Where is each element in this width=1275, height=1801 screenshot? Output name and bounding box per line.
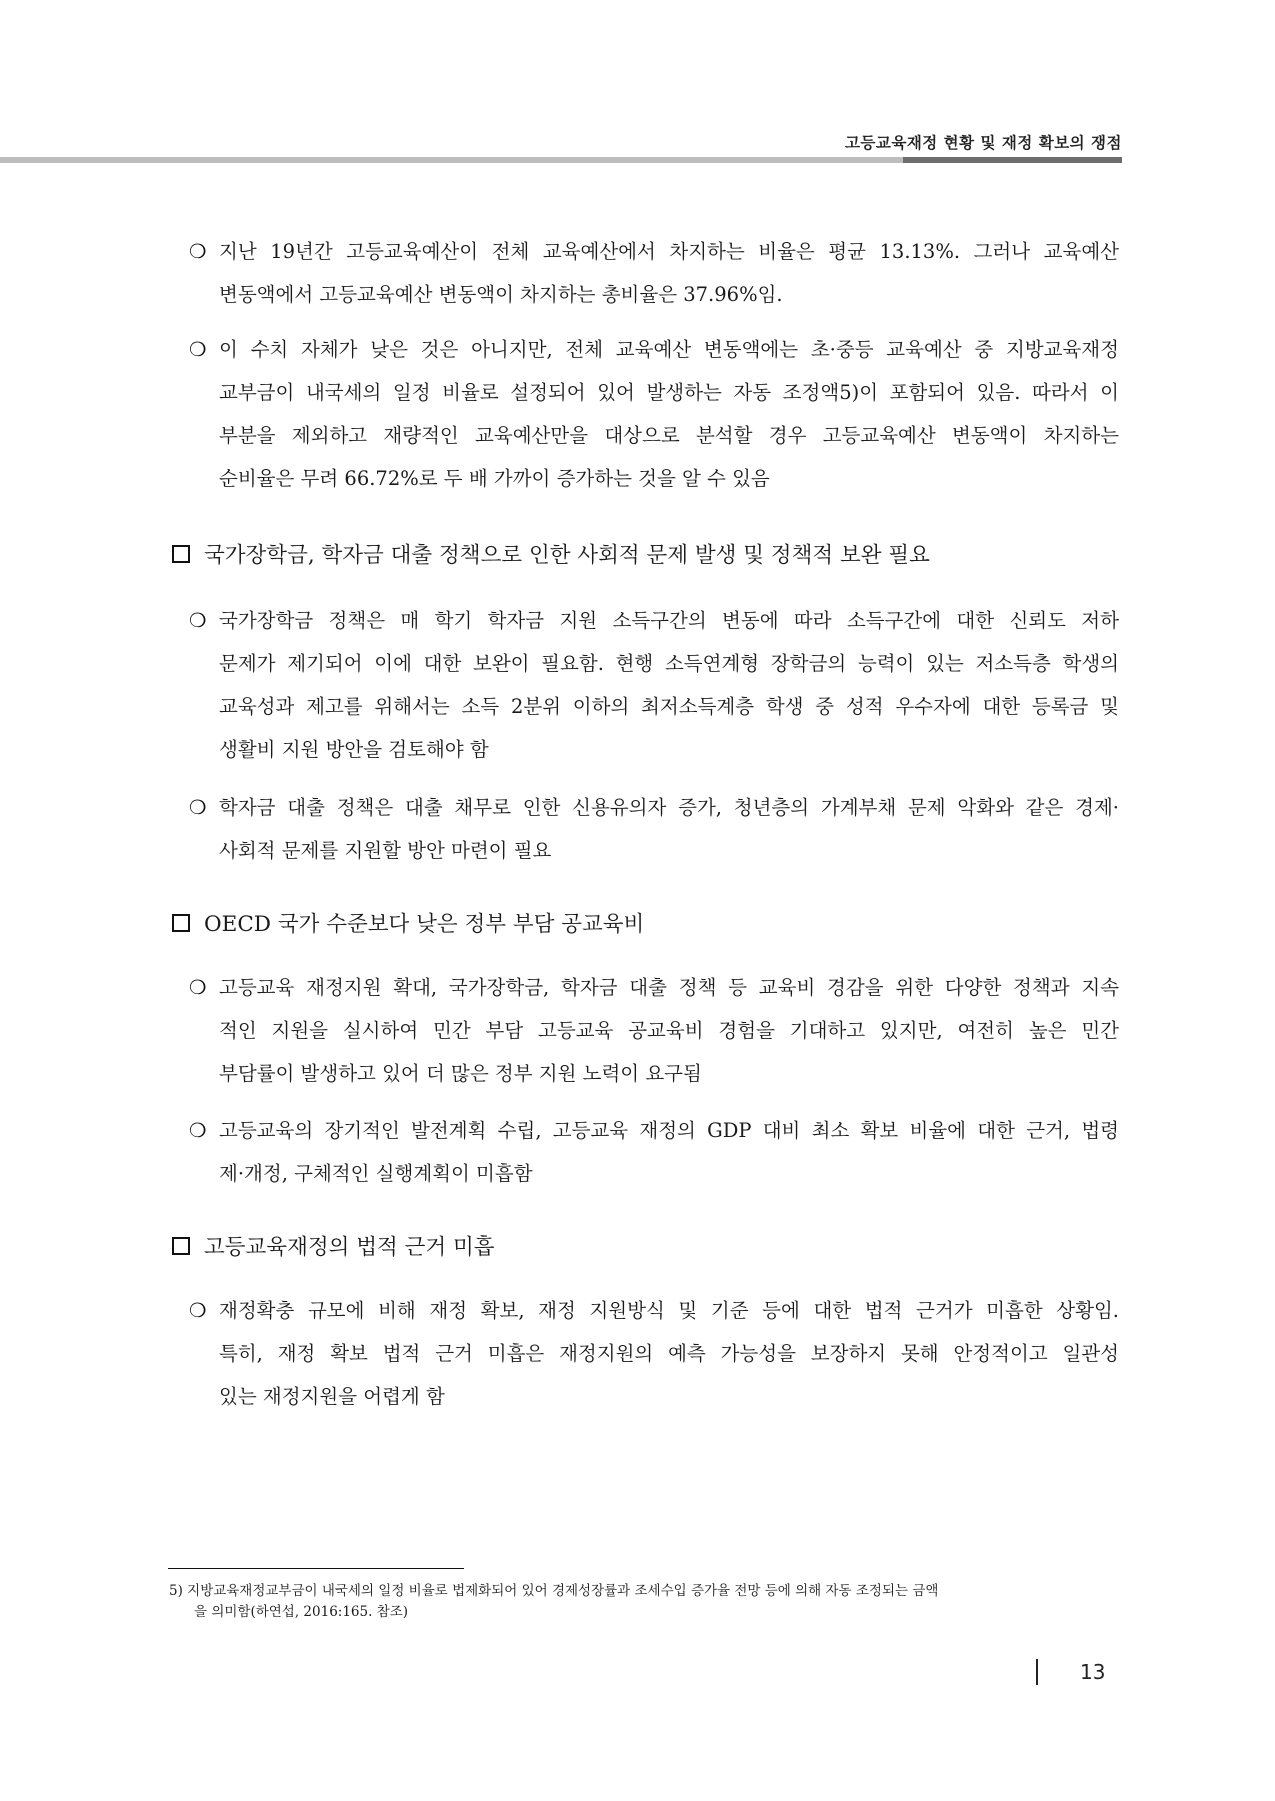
footnote-line: 을 의미함(하연섭, 2016:165. 참조) — [194, 1604, 409, 1620]
square-bullet-icon — [172, 1237, 190, 1255]
section-title: 국가장학금, 학자금 대출 정책으로 인한 사회적 문제 발생 및 정책적 보완 필요 — [204, 543, 930, 568]
paragraph-line: 부분을 제외하고 재량적인 교육예산만을 대상으로 분석할 경우 고등교육예산 변동액이 차지하는 — [219, 424, 1119, 447]
square-bullet-icon — [172, 914, 190, 932]
paragraph-line: 있는 재정지원을 어렵게 함 — [219, 1385, 445, 1408]
paragraph-line: 학자금 대출 정책은 대출 채무로 인한 신용유의자 증가, 청년층의 가계부채 문제 악화와 같은 경제· — [219, 796, 1119, 819]
section-heading — [172, 907, 644, 938]
paragraph-line: 재정확충 규모에 비해 재정 확보, 재정 지원방식 및 기준 등에 대한 법적 근거가 미흡한 상황임. — [219, 1299, 1119, 1322]
paragraph-line: 부담률이 발생하고 있어 더 많은 정부 지원 노력이 요구됨 — [219, 1062, 702, 1085]
paragraph-line: 고등교육 재정지원 확대, 국가장학금, 학자금 대출 정책 등 교육비 경감을 위한 다양한 정책과 지속 — [219, 976, 1119, 999]
section-title: 고등교육재정의 법적 근거 미흡 — [204, 1235, 495, 1260]
paragraph-line: 지난 19년간 고등교육예산이 전체 교육예산에서 차지하는 비율은 평균 13.13%. 그러나 교육예산 — [219, 240, 1119, 263]
paragraph-line: 국가장학금 정책은 매 학기 학자금 지원 소득구간의 변동에 따라 소득구간에 대한 신뢰도 저하 — [219, 609, 1119, 632]
section-heading — [172, 538, 930, 569]
footnote-separator — [168, 1568, 464, 1569]
paragraph-line: 교부금이 내국세의 일정 비율로 설정되어 있어 발생하는 자동 조정액5)이 포함되어 있음. 따라서 이 — [219, 381, 1119, 404]
circle-bullet-icon: ❍ — [189, 976, 207, 999]
paragraph-line: 교육성과 제고를 위해서는 소득 2분위 이하의 최저소득계층 학생 중 성적 우수자에 대한 등록금 및 — [219, 695, 1119, 718]
square-bullet-icon — [172, 545, 190, 563]
running-header-title: 고등교육재정 현황 및 재정 확보의 쟁점 — [844, 134, 1122, 152]
header-rule-accent — [903, 157, 1122, 163]
page-number: 13 — [1080, 1660, 1106, 1684]
circle-bullet-icon: ❍ — [189, 1119, 207, 1142]
paragraph-line: 적인 지원을 실시하여 민간 부담 고등교육 공교육비 경험을 기대하고 있지만, 여전히 높은 민간 — [219, 1019, 1119, 1042]
paragraph-line: 제·개정, 구체적인 실행계획이 미흡함 — [219, 1162, 533, 1185]
circle-bullet-icon: ❍ — [189, 240, 207, 263]
section-title: OECD 국가 수준보다 낮은 정부 부담 공교육비 — [204, 912, 645, 937]
circle-bullet-icon: ❍ — [189, 1299, 207, 1322]
header-rule — [0, 157, 903, 163]
paragraph-line: 순비율은 무려 66.72%로 두 배 가까이 증가하는 것을 알 수 있음 — [219, 467, 770, 490]
paragraph-line: 이 수치 자체가 낮은 것은 아니지만, 전체 교육예산 변동액에는 초·중등 교육예산 중 지방교육재정 — [219, 338, 1119, 361]
footnote-line: 5) 지방교육재정교부금이 내국세의 일정 비율로 법제화되어 있어 경제성장률과 조세수입 증가율 전망 등에 의해 자동 조정되는 금액 — [169, 1583, 939, 1599]
circle-bullet-icon: ❍ — [189, 796, 207, 819]
circle-bullet-icon: ❍ — [189, 338, 207, 361]
circle-bullet-icon: ❍ — [189, 609, 207, 632]
section-heading — [172, 1230, 495, 1261]
paragraph-line: 생활비 지원 방안을 검토해야 함 — [219, 738, 489, 761]
paragraph-line: 사회적 문제를 지원할 방안 마련이 필요 — [219, 839, 552, 862]
paragraph-line: 고등교육의 장기적인 발전계획 수립, 고등교육 재정의 GDP 대비 최소 확보 비율에 대한 근거, 법령 — [219, 1119, 1119, 1142]
paragraph-line: 특히, 재정 확보 법적 근거 미흡은 재정지원의 예측 가능성을 보장하지 못해 안정적이고 일관성 — [219, 1342, 1119, 1365]
paragraph-line: 변동액에서 고등교육예산 변동액이 차지하는 총비율은 37.96%임. — [219, 283, 783, 306]
page-number-rule — [1036, 1659, 1038, 1685]
paragraph-line: 문제가 제기되어 이에 대한 보완이 필요함. 현행 소득연계형 장학금의 능력이 있는 저소득층 학생의 — [219, 652, 1119, 675]
footnote — [169, 1581, 1124, 1623]
